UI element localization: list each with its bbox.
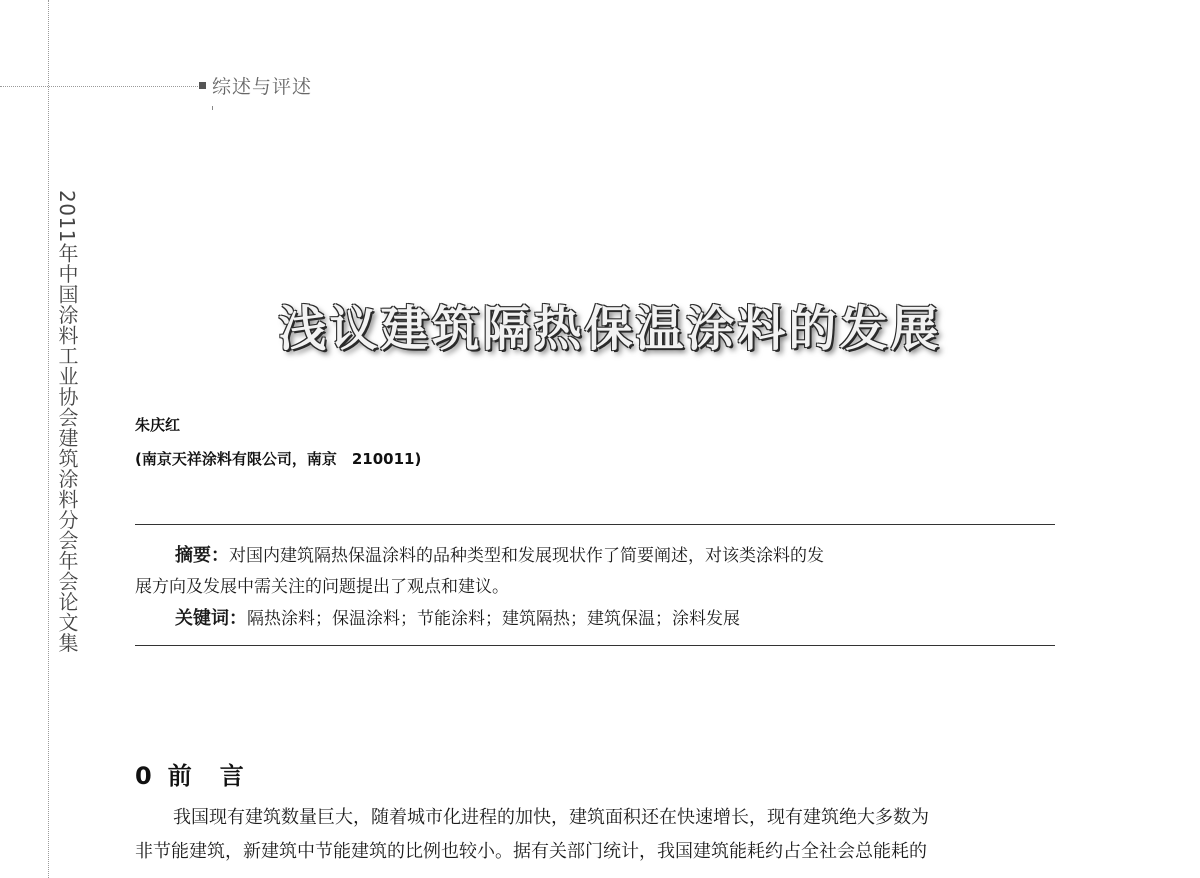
keywords-text: 隔热涂料；保温涂料；节能涂料；建筑隔热；建筑保温；涂料发展 [247, 609, 740, 629]
author-affiliation: (南京天祥涂料有限公司，南京 210011) [135, 450, 422, 468]
author-name: 朱庆红 [135, 416, 181, 434]
keywords-label: 关键词 [175, 608, 229, 629]
decorative-tick [212, 106, 213, 110]
abstract-top-rule [135, 524, 1055, 525]
collection-title: 2011年中国涂料工业协会建筑涂料分会年会论文集 [55, 190, 79, 653]
margin-dotted-line [48, 0, 49, 878]
body-line-1: 我国现有建筑数量巨大，随着城市化进程的加快，建筑面积还在快速增长，现有建筑绝大多数为 [173, 807, 929, 828]
article-title: 浅议建筑隔热保温涂料的发展 [278, 301, 942, 357]
abstract-line [135, 540, 1055, 572]
abstract-block [135, 540, 1055, 635]
section-heading [135, 756, 246, 791]
header-dotted-line [0, 86, 200, 87]
abstract-text-2: 展方向及发展中需关注的问题提出了观点和建议。 [135, 577, 509, 597]
abstract-separator: ： [211, 545, 229, 566]
section-title: 前 言 [167, 762, 246, 790]
section-number: 0 [135, 762, 154, 790]
section-category-label: 综述与评述 [212, 76, 313, 98]
keywords-separator: ： [229, 608, 247, 629]
square-bullet-icon [199, 82, 206, 89]
keywords-line [135, 603, 1055, 635]
abstract-text-1: 对国内建筑隔热保温涂料的品种类型和发展现状作了简要阐述，对该类涂料的发 [229, 546, 824, 566]
body-line-2: 非节能建筑，新建筑中节能建筑的比例也较小。据有关部门统计，我国建筑能耗约占全社会总能耗的 [135, 841, 927, 862]
abstract-label: 摘要 [175, 545, 211, 566]
abstract-bottom-rule [135, 645, 1055, 646]
body-paragraph [135, 801, 1085, 869]
